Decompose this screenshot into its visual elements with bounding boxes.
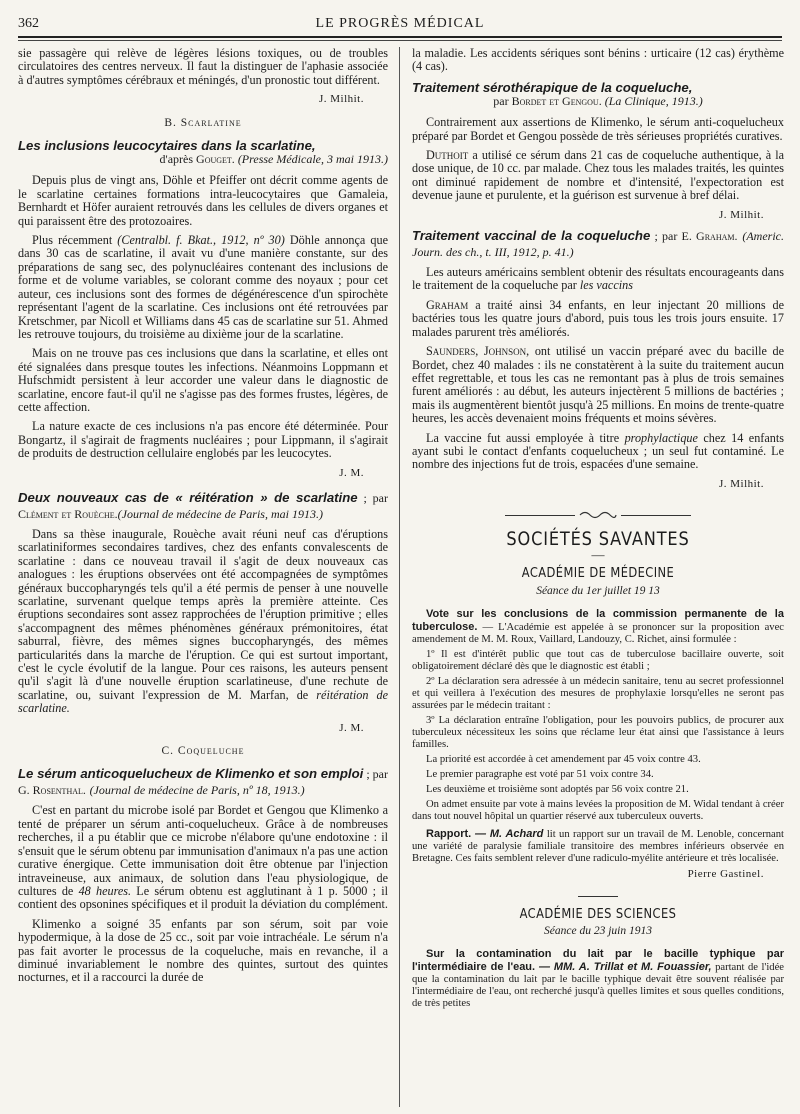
paragraph: sie passagère qui relève de légères lésions toxiques, ou de troubles circulatoires des centres nerveux. Il faut la distinguer de l'aphasie associée à d'autres symptômes cérébraux et méningés, d'un pronostic tout différent. — [18, 47, 388, 87]
signature: J. Milhit. — [318, 93, 364, 106]
article-byline: d'après Gouget. (Presse Médicale, 3 mai 1913.) — [159, 152, 388, 167]
session-date: Séance du 23 juin 1913 — [544, 925, 652, 937]
article-title: Le sérum anticoquelucheux de Klimenko et son emploi ; par G. Rosenthal. (Journal de médecine de Paris, nº 18, 1913.) — [18, 766, 388, 798]
paragraph: 3º La déclaration entraîne l'obligation, pour les pouvoirs publics, de procurer aux tuberculeux nécessiteux les soins que réclame leur état ainsi que l'assistance à leurs familles. — [412, 715, 784, 751]
signature: J. Milhit. — [718, 477, 764, 490]
article-title: Les inclusions leucocytaires dans la scarlatine, — [18, 138, 316, 154]
left-column — [18, 47, 388, 1107]
paragraph: la maladie. Les accidents sériques sont bénins : urticaire (12 cas) érythème (4 cas). — [412, 47, 784, 74]
section-heading: B. Scarlatine — [164, 116, 242, 129]
right-column — [412, 47, 784, 1107]
subsection-title: ACADÉMIE DE MÉDECINE — [521, 565, 675, 582]
subsection-title: ACADÉMIE DES SCIENCES — [519, 905, 677, 922]
signature: J. Milhit. — [718, 208, 764, 221]
page-number: 362 — [18, 16, 39, 31]
article-title: Traitement sérothérapique de la coqueluche, — [412, 79, 693, 95]
paragraph: On admet ensuite par vote à mains levées la proposition de M. Widal tendant à créer dans tout nouvel hôpital un quartier réservé aux tuberculeux ouverts. — [412, 799, 784, 823]
section-heading: C. Coqueluche — [161, 745, 245, 758]
paragraph: Dans sa thèse inaugurale, Rouèche avait réuni neuf cas d'éruptions scarlatiniformes secondaires tardives, chez des enfants convalescents de scarlatine : dans ce nouveau travail il s'agit de deux nouveaux cas analogues : les éruptions observées ont été accompagnées de symptômes généraux buccopharyngés tels qu'il a été permis de penser à une nouvelle scarlatine, survenant quelque temps après la première atteinte. Ces éruptions secondaires sont assez rapprochées de l'éruption primitive ; elles s'accompagnent des mêmes phénomènes généraux prémonitoires, état saburral, fièvre, des mêmes signes buccopharyngés, des mêmes particularités dans la marche de l'éruption. Ce qui est surtout important, c'est le cycle évolutif de la langue. Pour ces raisons, les auteurs pensent qu'il s'agit là d'une nouvelle éruption scarlatineuse, d'une rechute de scarlatine, ou, suivant l'expression de M. Marfan, de réitération de scarlatine. — [18, 526, 388, 716]
article-byline: par Bordet et Gengou. (La Clinique, 1913.) — [493, 93, 703, 108]
paragraph: Sur la contamination du lait par le bacille typhique par l'intermédiaire de l'eau. — MM. A. Trillat et M. Fouassier, partant de l'idée que la contamination du lait par le bacille typhique devait être souvent réalisée par l'intermédiaire de l'eau, ont recherché jusqu'à quelles limites et sous quelles conditions, de très petites — [412, 948, 784, 1010]
signature: J. M. — [339, 721, 364, 734]
session-report — [412, 608, 784, 880]
session-date: Séance du 1er juillet 19 13 — [536, 584, 660, 597]
paragraph: Le premier paragraphe est voté par 51 voix contre 34. — [426, 769, 654, 781]
paragraph: Klimenko a soigné 35 enfants par son sérum, soit par voie hypodermique, à la dose de 25 cc., soit par voie intrachéale. Le sérum n'a pas fait avorter le processus de la coqueluche, mais en revanche, il a diminué invariablement le nombre des quintes, surtout des quintes nocturnes, et il a raccourci la durée de — [18, 916, 388, 985]
paragraph: Mais on ne trouve pas ces inclusions que dans la scarlatine, et elles ont été signalées dans presque toutes les infections. Néanmoins Loppmann et Hufschmidt persistent à leur accorder une valeur dans le diagnostic de scarlatine, encore faut-il qu'il ne s'agisse pas des formes frustes, légères, de cette affection. — [18, 346, 388, 414]
signature: J. M. — [339, 466, 364, 479]
separator — [412, 888, 784, 901]
section-title: SOCIÉTÉS SAVANTES — [506, 527, 690, 550]
article-title: Traitement vaccinal de la coqueluche ; par E. Graham. (Americ. Journ. des ch., t. III, 1912, p. 41.) — [412, 228, 784, 260]
paragraph: C'est en partant du microbe isolé par Bordet et Gengou que Klimenko a tenté de préparer un sérum anti-coquelucheux. Grâce à de nombreuses recherches, il a pu établir que ce microbe n'élabore qu'une endotoxine : il s'ensuit que le sérum obtenu par immunisation d'animaux n'a pas une action curative énergique. Cette immunisation doit être obtenue par l'injection intraveineuse, aux animaux, de solution dans l'eau physiologique, de cultures de 48 heures. Le sérum obtenu est agglutinant à 1 p. 5000 ; il contient des opsonines spécifiques et il produit la déviation du complément. — [18, 803, 388, 912]
paragraph: Les deuxième et troisième sont adoptés par 56 voix contre 21. — [426, 784, 689, 796]
journal-title: LE PROGRÈS MÉDICAL — [315, 16, 485, 31]
article-title: Deux nouveaux cas de « réitération » de scarlatine ; par Clément et Rouèche.(Journal de médecine de Paris, mai 1913.) — [18, 489, 388, 521]
paragraph: La vaccine fut aussi employée à titre prophylactique chez 14 enfants ayant subi le contact d'enfants coquelucheux ; un seul fut contaminé. Le nombre des injections fut de trois, espacées d'une semaine. — [412, 430, 784, 472]
signature: Pierre Gastinel. — [687, 868, 764, 881]
title-dash: — — [591, 546, 605, 562]
header-rule — [18, 36, 782, 38]
paragraph: Vote sur les conclusions de la commission permanente de la tuberculose. — L'Académie est appelée à se prononcer sur la proposition avec amendement de M. M. Roux, Vaillard, Landouzy, C. Richet, ainsi formulée : — [412, 608, 784, 646]
header-rule-thin — [18, 40, 782, 41]
column-divider — [399, 47, 400, 1107]
paragraph: 1º Il est d'intérêt public que tout cas de tuberculose bacillaire ouverte, soit obligatoirement déclaré dès que le diagnostic est établi ; — [412, 649, 784, 673]
paragraph: 2º La déclaration sera adressée à un médecin sanitaire, tenu au secret professionnel et qui veillera à l'exécution des mesures de prophylaxie lorsqu'elles ne seront pas assurées par le médecin traitant : — [412, 676, 784, 712]
paragraph: Contrairement aux assertions de Klimenko, le sérum anti-coquelucheux préparé par Bordet et Gengou possède de très sérieuses propriétés curatives. — [412, 115, 784, 143]
paragraph: Duthoit a utilisé ce sérum dans 21 cas de coqueluche authentique, à la dose unique, de 10 cc. par malade. Chez tous les malades traités, les quintes ont diminué rapidement de nombre et d'intensité, l'expectoration est devenue jaune et purulente, et la guérison est survenue à bref délai. — [412, 148, 784, 203]
paragraph: La priorité est accordée à cet amendement par 45 voix contre 43. — [426, 754, 701, 766]
paragraph: Plus récemment (Centralbl. f. Bkat., 1912, nº 30) Döhle annonça que dans 30 cas de scarlatine, il avait vu d'une manière constante, sur des préparations de sang sec, des polynucléaires contenant des inclusions de forme et de volume variables, se colorant comme des noyaux ; pour cet auteur, ces inclusions sont des formes de dégénérescence d'un spirochète représentant l'agent de la scarlatine. Ces inclusions ont été retrouvées par Kretschmer, par Nicoll et Williams dans 45 cas de scarlatine sur 51. Ahmed les retrouve toujours, du troisième au dixième jour de la scarlatine. — [18, 233, 388, 341]
session-report — [412, 948, 784, 1010]
paragraph: Les auteurs américains semblent obtenir des résultats encourageants dans le traitement de la coqueluche par les vaccins — [412, 265, 784, 293]
paragraph: La nature exacte de ces inclusions n'a pas encore été déterminée. Pour Bongartz, il s'agirait de fragments nucléaires ; pour Lippmann, il s'agirait de produits de destruction cellulaire englobés par les leucocytes. — [18, 419, 388, 461]
ornamental-separator — [412, 507, 784, 520]
paragraph: Rapport. — M. Achard lit un rapport sur un travail de M. Lenoble, concernant une variété de paralysie familiale transitoire des membres inférieurs observée en Bretagne. Ces faits semblent relever d'une radiculo-myélite antérieure et très localisée. — [412, 828, 784, 865]
paragraph: Saunders, Johnson, ont utilisé un vaccin préparé avec du bacille de Bordet, chez 40 malades : ils ne constatèrent à la suite du traitement aucun effet regrettable, et tous les cas ne remontant pas à plus de trois semaines furent améliorés : au début, les auteurs injectèrent 5 millions de bactéries ; mais ils augmentèrent bientôt jusqu'à 25 millions. En moins de trente-quatre heures, les accès devenaient moins fréquents et moins sévères. — [412, 344, 784, 426]
paragraph: Graham a traité ainsi 34 enfants, en leur injectant 20 millions de bactéries tous les quatre jours d'abord, puis tous les trois jours ensuite. 17 malades parurent très améliorés. — [412, 297, 784, 339]
paragraph: Depuis plus de vingt ans, Döhle et Pfeiffer ont décrit comme agents de le scarlatine certaines formations intra-leucocytaires que Gamaleia, Bernhardt et Höfer auraient retrouvés dans les cellules de divers organes et qui paraissent être des protozoaires. — [18, 173, 388, 228]
page-header — [18, 14, 782, 38]
